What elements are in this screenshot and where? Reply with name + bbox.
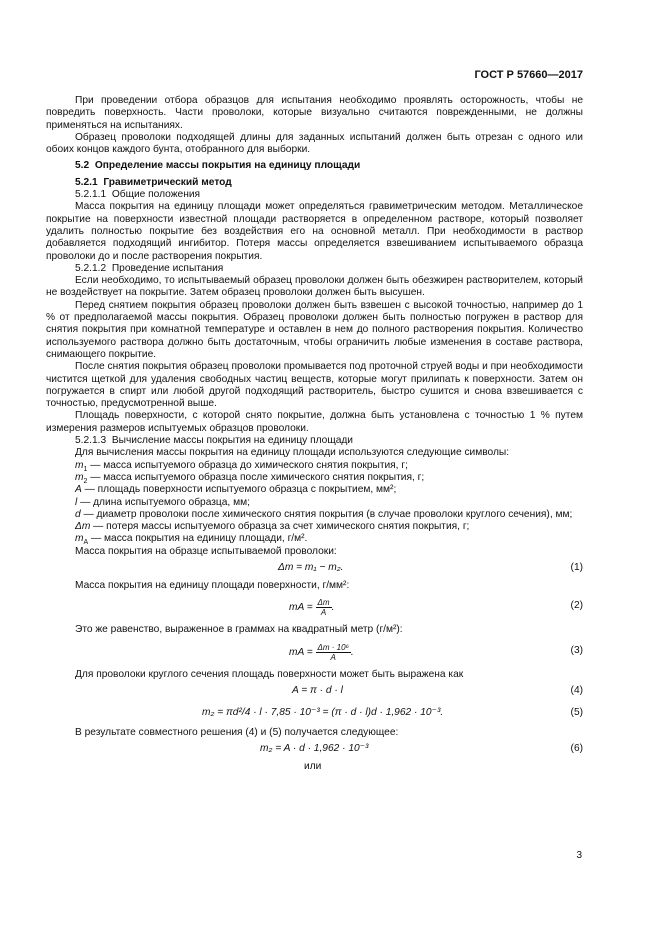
paragraph: Перед снятием покрытия образец проволоки должен быть взвешен с высокой точностью, например до 1 % от предполагаемой массы покрытия. Образец проволоки должен быть полностью погружен в раствор для снятия покрытия при комнатной температуре и оставлен в нем до полного растворения покрытия. Количество используемого раствора должно быть достаточным, чтобы ограничить любые изменения в составе раствора, снимающего покрытие. [46,299,583,360]
formula-expression: m₂ = A · d · 1,962 · 10⁻³ [260,743,369,755]
formula-expression: mA = $\frac{\text{Δm · 10⁶}}{A}$ . [289,642,354,662]
paragraph: В результате совместного решения (4) и (5) получается следующее: [75,726,399,738]
symbol-definition [46,521,583,533]
symbol: l [75,496,78,508]
section-heading [46,160,583,172]
paragraph: Масса покрытия на единицу площади поверхности, г/мм²: [75,579,350,591]
fraction-denominator: A [320,608,327,618]
symbol-description: — диаметр проволоки после химического снятия покрытия (в случае проволоки круглого сечения), мм; [80,508,573,520]
formula-4 [46,681,583,703]
symbol-definition [46,484,583,496]
symbol-description: — масса испытуемого образца до химического снятия покрытия, г; [87,459,408,471]
subsection-heading [46,177,583,189]
formula-number: (4) [570,684,583,696]
symbol-description: — площадь поверхности испытуемого образца с покрытием, мм²; [81,484,397,496]
subsubsection-heading [46,189,583,201]
symbol-definition [46,472,583,484]
paragraph: После снятия покрытия образец проволоки промывается под проточной струей воды и при необходимости чистится щеткой для удаления свободных частиц веществ, которые могут прилипать к поверхности. Затем он погружается в спирт или любой другой подходящий растворитель, быстро сушится и снова взвешивается с точностью, предусмотренной выше. [46,361,583,410]
formula-number: (3) [570,644,583,656]
symbol: m [75,533,84,545]
paragraph: Для проволоки круглого сечения площадь поверхности может быть выражена как [75,668,464,680]
formula-expression: m₂ = πd²/4 · l · 7,85 · 10⁻³ = (π · d · l)d · 1,962 · 10⁻³. [202,706,444,718]
symbol-subscript: 1 [83,465,88,473]
paragraph: Это же равенство, выраженное в граммах на квадратный метр (г/м²): [75,624,403,636]
section-title: Определение массы покрытия на единицу площади [94,160,361,172]
formula-number: (5) [570,706,583,718]
symbol-subscript: A [83,539,89,547]
formula-number: (6) [570,743,583,755]
symbol-description: — масса испытуемого образца после химического снятия покрытия, г; [87,471,425,483]
symbol-definition [46,497,583,509]
formula-2 [46,592,583,620]
paragraph: Площадь поверхности, с которой снято покрытие, должна быть установлена с точностью 1 % путем измерения размеров испытуемых образцов проволоки. [46,410,583,434]
section-number: 5.2.1.1 [75,189,107,201]
symbol: m [75,471,84,483]
paragraph: Если необходимо, то испытываемый образец проволоки должен быть обезжирен растворителем, который не воздействует на покрытие. Затем образец проволоки должен быть высушен. [46,275,583,299]
symbol-definition [46,533,583,545]
section-title: Гравиметрический метод [103,176,232,188]
section-title: Вычисление массы покрытия на единицу площади [111,435,354,447]
formula-3 [46,637,583,665]
symbol: Δm [75,521,91,533]
symbol-description: — масса покрытия на единицу площади, г/м². [88,533,308,545]
paragraph: Масса покрытия на единицу площади может определяться гравиметрическим методом. Металлическое покрытие на поверхности известной площади растворяется в определенном растворе, который позволяет удалить полностью покрытие без воздействия его на основной металл. При необходимости в раствор добавляется подходящий ингибитор. Потеря массы определяется взвешиванием испытываемого образца проволоки до и после растворения покрытия. [46,201,583,262]
formula-1 [46,558,583,580]
paragraph: При проведении отбора образцов для испытания необходимо проявлять осторожность, чтобы не повредить поверхность. Части проволоки, которые визуально считаются поврежденными, не должны применяться на испытаниях. [46,95,583,131]
section-number: 5.2.1.2 [75,262,107,274]
formula-6 [46,739,583,761]
paragraph: Масса покрытия на образце испытываемой проволоки: [75,545,337,557]
section-title: Проведение испытания [111,262,224,274]
section-number: 5.2.1 [75,176,98,188]
symbol-description: — потеря массы испытуемого образца за счет химического снятия покрытия, г; [90,521,470,533]
fraction-numerator: Δm [317,598,330,608]
formula-expression: Δm = m₁ − m₂. [278,561,344,573]
paragraph: Образец проволоки подходящей длины для заданных испытаний должен быть отрезан с одного или обоих концов каждого бунта, отобранного для выборки. [46,131,583,156]
fraction [316,643,351,662]
subsubsection-heading [46,263,583,275]
symbol: A [75,484,82,496]
symbol-list [46,460,583,546]
formula-expression: A = π · d · l [292,684,343,696]
section-title: Общие положения [111,189,201,201]
fraction [316,598,332,617]
section-number: 5.2 [75,160,90,172]
document-body [46,95,583,773]
fraction-denominator: A [330,652,336,662]
document-standard-number: ГОСТ Р 57660—2017 [474,69,583,81]
formula-lhs: mA = [289,646,313,658]
page-number: 3 [576,850,582,861]
symbol-definition [46,509,583,521]
section-number: 5.2.1.3 [75,435,107,447]
formula-5 [46,703,583,727]
fraction-numerator: Δm · 10⁶ [317,642,349,652]
formula-number: (1) [570,561,583,573]
conjunction-text: или [304,761,322,773]
subsubsection-heading [46,435,583,447]
formula-expression: mA = $\frac{\Delta m}{A}$ . [289,598,335,618]
symbol-subscript: 2 [83,477,88,485]
formula-lhs: mA = [289,602,313,614]
symbol: m [75,459,84,471]
paragraph: Для вычисления массы покрытия на единицу площади используются следующие символы: [75,447,510,459]
symbol: d [75,508,81,520]
formula-number: (2) [570,600,583,612]
symbol-description: — длина испытуемого образца, мм; [77,496,250,508]
symbol-definition [46,460,583,472]
